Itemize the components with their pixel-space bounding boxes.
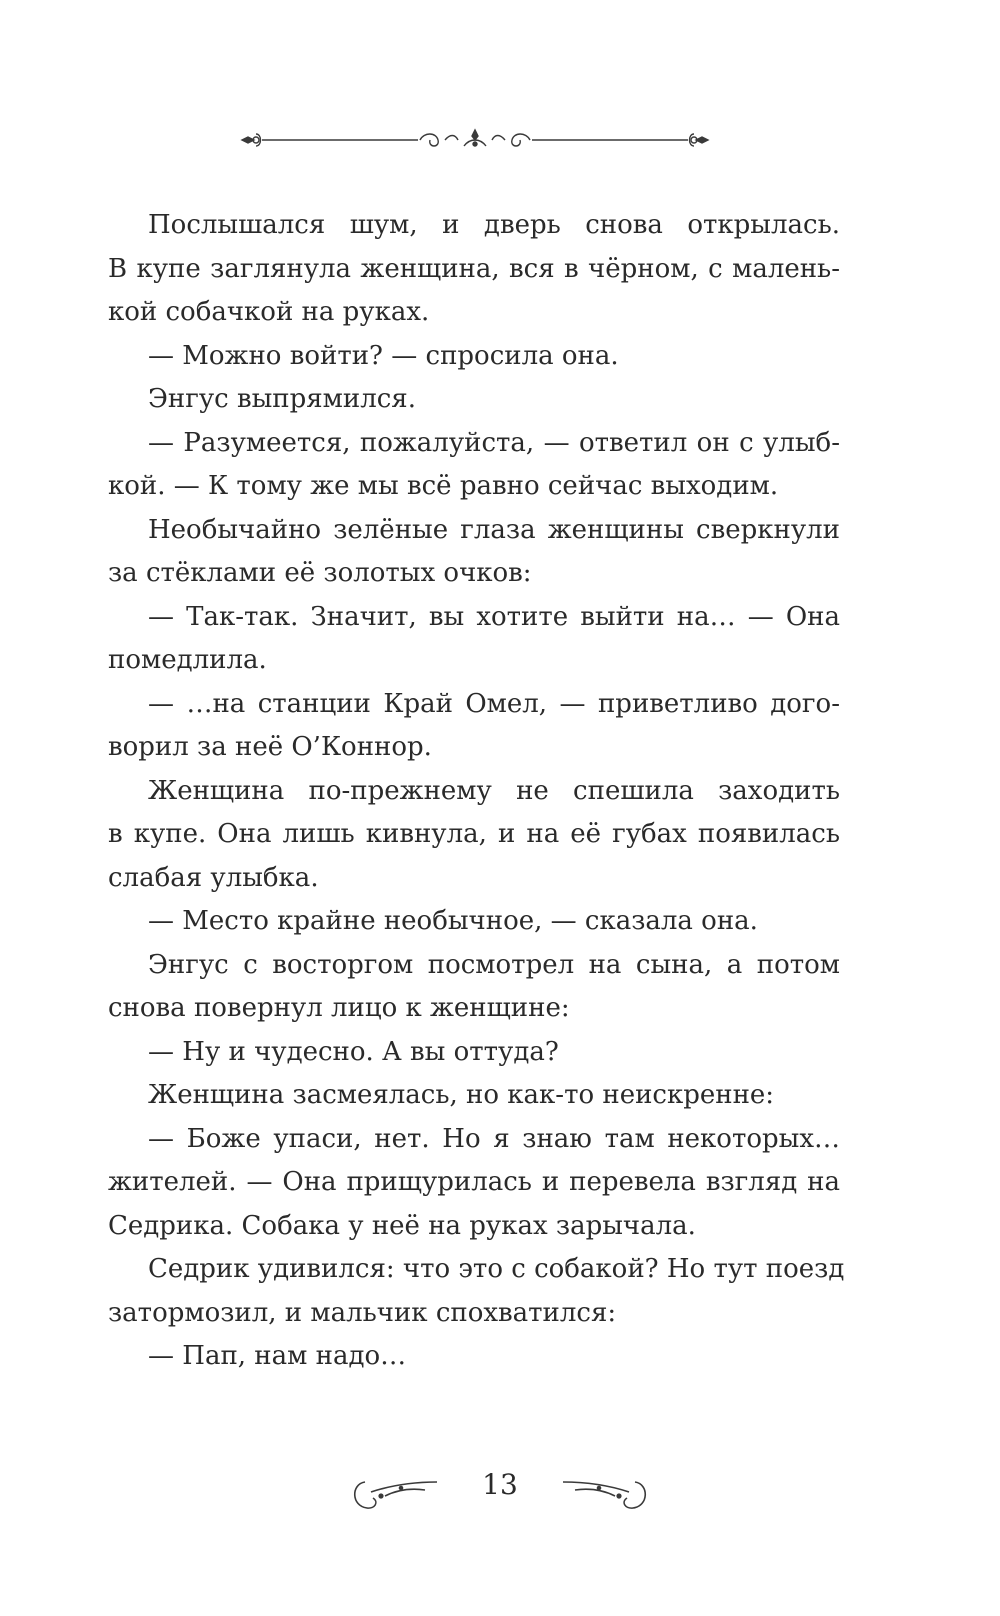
- text-line: слабая улыбка.: [108, 862, 319, 893]
- text-line: Седрик удивился: что это с собакой? Но тут поезд: [148, 1254, 845, 1284]
- text-line: Энгус выпрямился.: [148, 384, 416, 414]
- text-line: — …на станции Край Омел, — приветливо дого-: [148, 688, 840, 719]
- text-line: за стёклами её золотых очков:: [108, 558, 532, 588]
- text-line: — Боже упаси, нет. Но я знаю там некоторых…: [148, 1123, 840, 1154]
- text-line: Необычайно зелёные глаза женщины сверкнули: [148, 514, 840, 545]
- text-line: Послышался шум, и дверь снова открылась.: [148, 210, 840, 240]
- text-line: — Так-так. Значит, вы хотите выйти на… — Она: [148, 601, 840, 632]
- text-line: снова повернул лицо к женщине:: [108, 993, 570, 1023]
- page-number-ornament: [345, 1462, 655, 1522]
- text-line: — Разумеется, пожалуйста, — ответил он с улыб-: [148, 427, 840, 458]
- text-line: Энгус с восторгом посмотрел на сына, а потом: [148, 949, 840, 980]
- text-line: — Пап, нам надо…: [148, 1341, 407, 1371]
- page-number: 13: [482, 1468, 518, 1501]
- text-line: Женщина засмеялась, но как-то неискренне:: [148, 1080, 775, 1110]
- text-line: В купе заглянула женщина, вся в чёрном, с малень-: [108, 253, 840, 284]
- text-line: жителей. — Она прищурилась и перевела взгляд на: [108, 1167, 840, 1197]
- text-line: — Можно войти? — спросила она.: [148, 340, 619, 371]
- page-body: [108, 204, 845, 1379]
- text-line: — Место крайне необычное, — сказала она.: [148, 906, 758, 936]
- text-line: Седрика. Собака у неё на руках зарычала.: [108, 1210, 696, 1241]
- top-ornament-divider: [240, 128, 710, 152]
- text-line: кой. — К тому же мы всё равно сейчас выходим.: [108, 471, 779, 501]
- text-line: помедлила.: [108, 645, 267, 675]
- text-line: ворил за неё О’Коннор.: [108, 732, 432, 762]
- text-line: Женщина по-прежнему не спешила заходить: [148, 775, 840, 806]
- text-line: затормозил, и мальчик спохватился:: [108, 1297, 617, 1328]
- text-line: кой собачкой на руках.: [108, 297, 430, 327]
- text-line: в купе. Она лишь кивнула, и на её губах появилась: [108, 819, 840, 849]
- text-line: — Ну и чудесно. А вы оттуда?: [148, 1036, 559, 1067]
